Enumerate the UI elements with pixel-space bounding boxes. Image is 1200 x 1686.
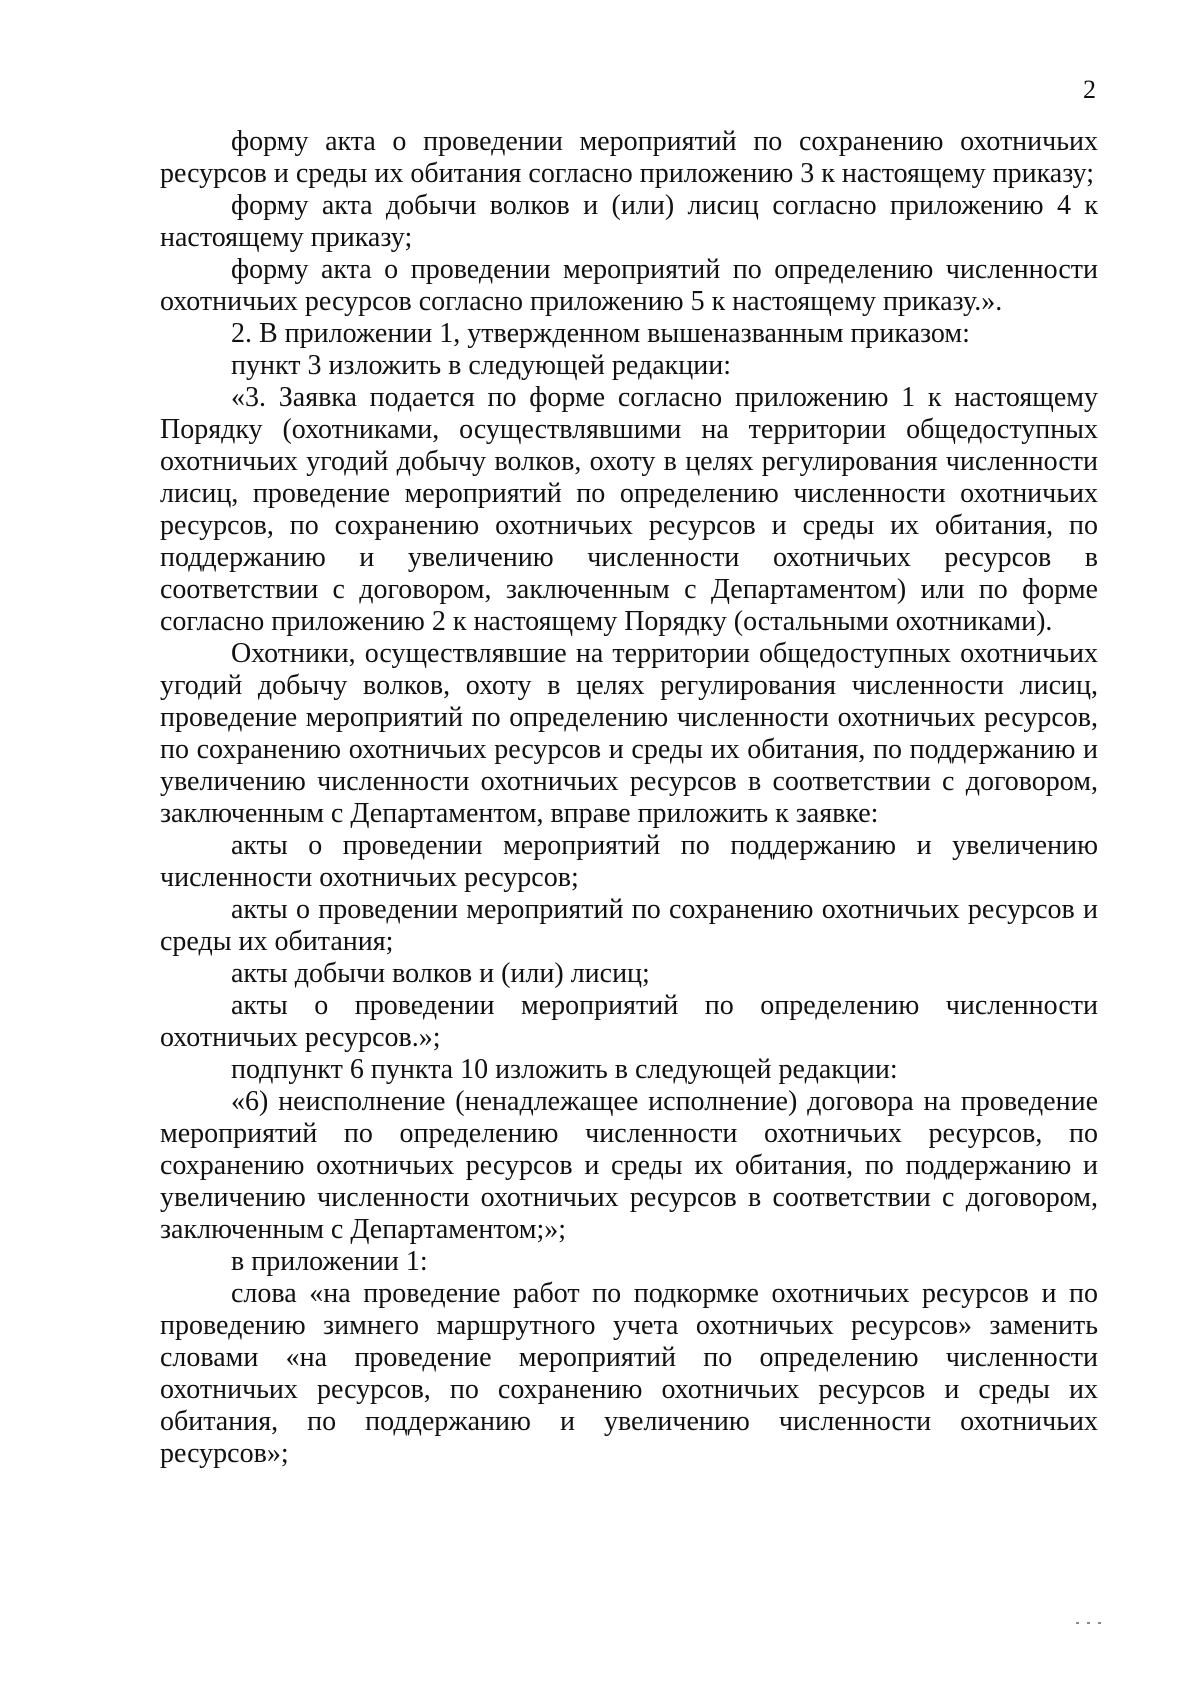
paragraph: 2. В приложении 1, утвержденном вышеназванным приказом: [231,318,970,349]
paragraph: форму акта о проведении мероприятий по определению численности охотничьих ресурсов согласно приложению 5 к настоящему приказу.». [160,254,1098,317]
paragraph: акты добычи волков и (или) лисиц; [231,958,650,989]
paragraph: слова «на проведение работ по подкормке охотничьих ресурсов и по проведению зимнего маршрутного учета охотничьих ресурсов» заменить словами «на проведение мероприятий по определению численности охотничьих ресурсов, по сохранению охотничьих ресурсов и среды их обитания, по поддержанию и увеличению численности охотничьих ресурсов»; [160,1278,1098,1469]
paragraph: акты о проведении мероприятий по сохранению охотничьих ресурсов и среды их обитания; [160,894,1098,957]
paragraph: «6) неисполнение (ненадлежащее исполнение) договора на проведение мероприятий по определению численности охотничьих ресурсов, по сохранению охотничьих ресурсов и среды их обитания, по поддержанию и увеличению численности охотничьих ресурсов в соответствии с договором, заключенным с Департаментом;»; [160,1086,1098,1245]
page-number: 2 [1083,75,1096,104]
paragraph: Охотники, осуществлявшие на территории общедоступных охотничьих угодий добычу волков, охоту в целях регулирования численности лисиц, проведение мероприятий по определению численности охотничьих ресурсов, по сохранению охотничьих ресурсов и среды их обитания, по поддержанию и увеличению численности охотничьих ресурсов в соответствии с договором, заключенным с Департаментом, вправе приложить к заявке: [160,638,1098,829]
paragraph: в приложении 1: [231,1246,428,1277]
paragraph: акты о проведении мероприятий по поддержанию и увеличению численности охотничьих ресурсов; [160,830,1098,893]
paragraph: «3. Заявка подается по форме согласно приложению 1 к настоящему Порядку (охотниками, осуществлявшими на территории общедоступных охотничьих угодий добычу волков, охоту в целях регулирования численности лисиц, проведение мероприятий по определению численности охотничьих ресурсов, по сохранению охотничьих ресурсов и среды их обитания, по поддержанию и увеличению численности охотничьих ресурсов в соответствии с договором, заключенным с Департаментом) или по форме согласно приложению 2 к настоящему Порядку (остальными охотниками). [160,382,1098,637]
paragraph: форму акта о проведении мероприятий по сохранению охотничьих ресурсов и среды их обитания согласно приложению 3 к настоящему приказу; [160,126,1098,189]
paragraph: форму акта добычи волков и (или) лисиц согласно приложению 4 к настоящему приказу; [160,190,1098,253]
paragraph: подпункт 6 пункта 10 изложить в следующей редакции: [231,1054,898,1085]
scan-artifact [1076,1622,1104,1626]
paragraph: акты о проведении мероприятий по определению численности охотничьих ресурсов.»; [160,990,1098,1053]
document-body [160,126,1098,1470]
paragraph: пункт 3 изложить в следующей редакции: [231,350,731,381]
